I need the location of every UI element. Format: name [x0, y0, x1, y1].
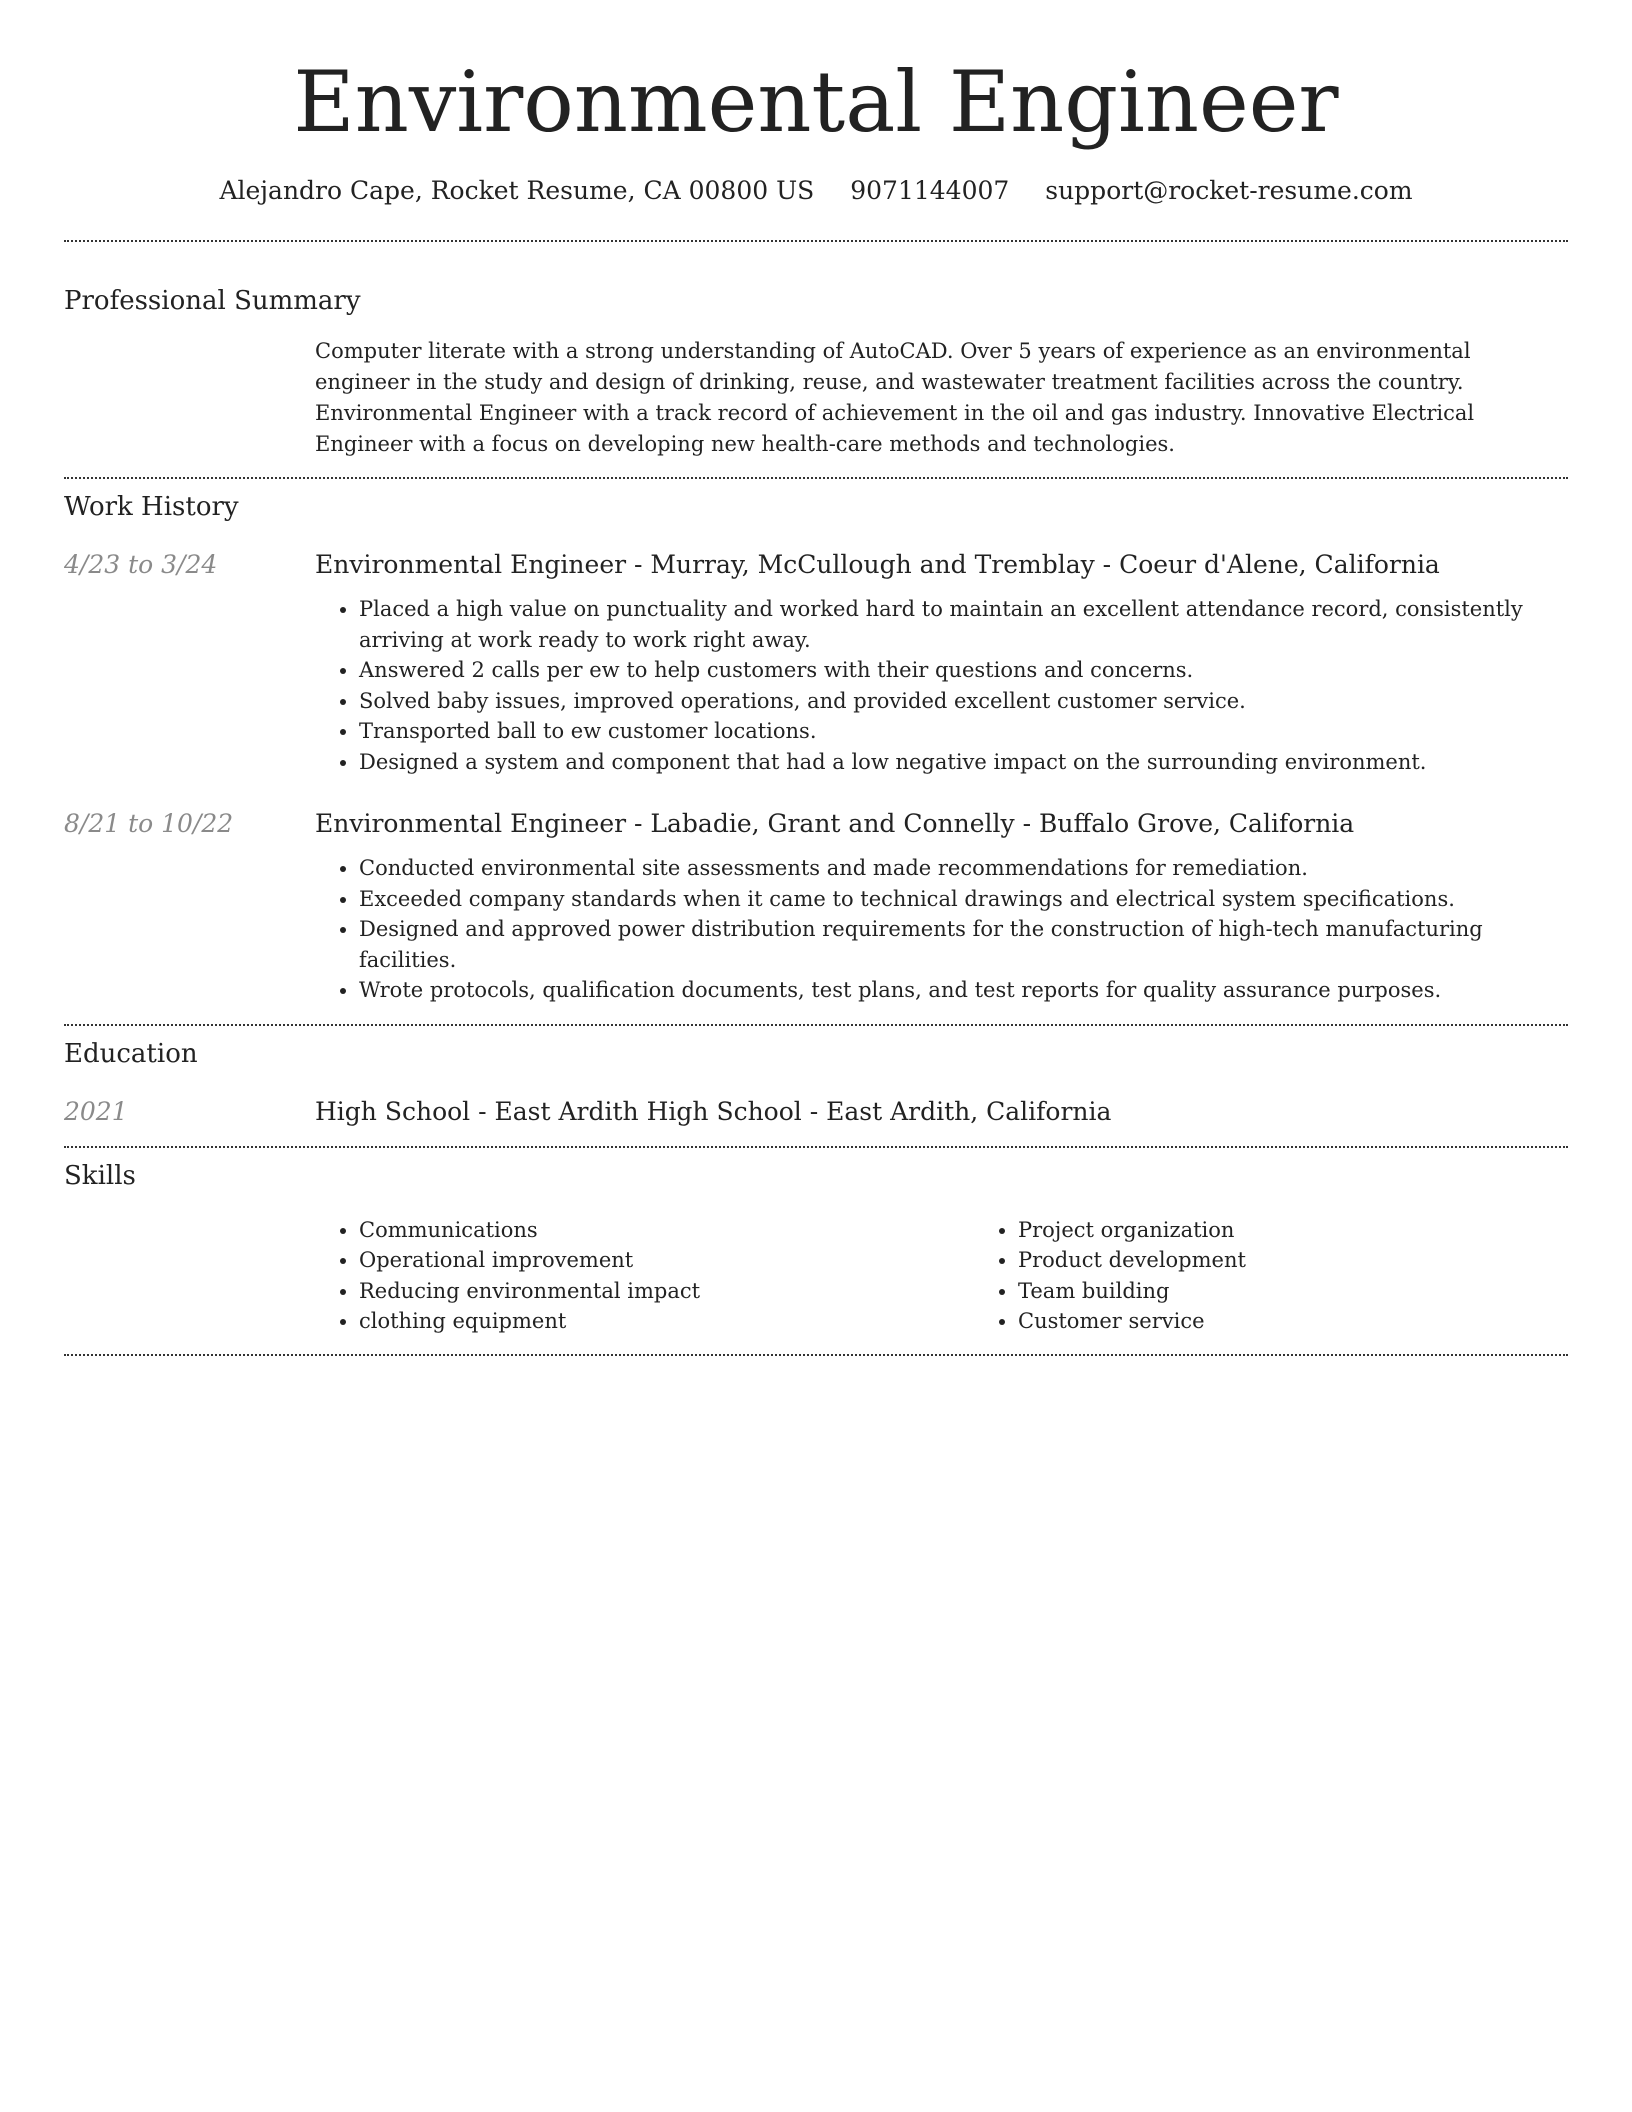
list-item: • Wrote protocols, qualification documents, test plans, and test reports for quality assurance purposes.: [359, 975, 1568, 1006]
job-entry: [64, 807, 1568, 1006]
contact-phone: 9071144007: [850, 176, 1010, 205]
divider: [64, 240, 1568, 242]
list-item: • Product development: [1018, 1245, 1632, 1276]
divider: [64, 477, 1568, 479]
list-item: • Solved baby issues, improved operations, and provided excellent customer service.: [359, 686, 1568, 717]
skills-heading: Skills: [64, 1160, 136, 1191]
list-item: • Team building: [1018, 1276, 1632, 1307]
job-dates: 8/21 to 10/22: [64, 809, 234, 838]
education-entry: [64, 1095, 1568, 1129]
list-item: • Customer service: [1018, 1306, 1632, 1337]
summary-heading: Professional Summary: [64, 286, 361, 316]
list-item: • Reducing environmental impact: [359, 1276, 974, 1307]
job-dates: 4/23 to 3/24: [64, 550, 218, 579]
contact-address: Alejandro Cape, Rocket Resume, CA 00800 US: [219, 176, 815, 205]
divider: [64, 1354, 1568, 1356]
list-item: • Conducted environmental site assessments and made recommendations for remediation.: [359, 853, 1568, 884]
resume-title: Environmental Engineer: [293, 53, 1339, 151]
list-item: • Designed and approved power distribution requirements for the construction of high-tech manufacturing facilities.: [359, 914, 1568, 975]
summary-row: [64, 336, 1568, 460]
list-item: • Operational improvement: [359, 1245, 974, 1276]
list-item: • Transported ball to ew customer locations.: [359, 716, 1568, 747]
contact-line: [64, 174, 1568, 208]
list-item: • clothing equipment: [359, 1306, 974, 1337]
education-title: High School - East Ardith High School - East Ardith, California: [315, 1096, 1112, 1126]
divider: [64, 1146, 1568, 1148]
skills-list-right: [974, 1215, 1632, 1337]
list-item: • Communications: [359, 1215, 974, 1246]
job-bullets: [315, 594, 1568, 777]
job-entry: [64, 548, 1568, 777]
list-item: • Project organization: [1018, 1215, 1632, 1246]
work-heading: Work History: [64, 492, 239, 522]
summary-text: Computer literate with a strong understanding of AutoCAD. Over 5 years of experience as an environmental engineer in the study and design of drinking, reuse, and wastewater treatment facilities across the country. Environmental Engineer with a track record of achievement in the oil and gas industry. Innovative Electrical Engineer with a focus on developing new health-care methods and technologies.: [315, 339, 1475, 456]
list-item: • Placed a high value on punctuality and worked hard to maintain an excellent attendance record, consistently arriving at work ready to work right away.: [359, 594, 1568, 655]
education-heading: Education: [64, 1038, 198, 1069]
list-item: • Answered 2 calls per ew to help customers with their questions and concerns.: [359, 655, 1568, 686]
skills-grid: [315, 1215, 1632, 1337]
list-item: • Designed a system and component that had a low negative impact on the surrounding environment.: [359, 747, 1568, 778]
skills-list-left: [315, 1215, 974, 1337]
divider: [64, 1024, 1568, 1026]
education-date: 2021: [64, 1096, 128, 1126]
contact-email: support@rocket-resume.com: [1045, 176, 1413, 205]
list-item: • Exceeded company standards when it came to technical drawings and electrical system specifications.: [359, 884, 1568, 915]
skills-row: [64, 1215, 1568, 1337]
job-title: Environmental Engineer - Labadie, Grant and Connelly - Buffalo Grove, California: [315, 809, 1355, 838]
job-title: Environmental Engineer - Murray, McCullough and Tremblay - Coeur d'Alene, California: [315, 550, 1440, 579]
job-bullets: [315, 853, 1568, 1006]
